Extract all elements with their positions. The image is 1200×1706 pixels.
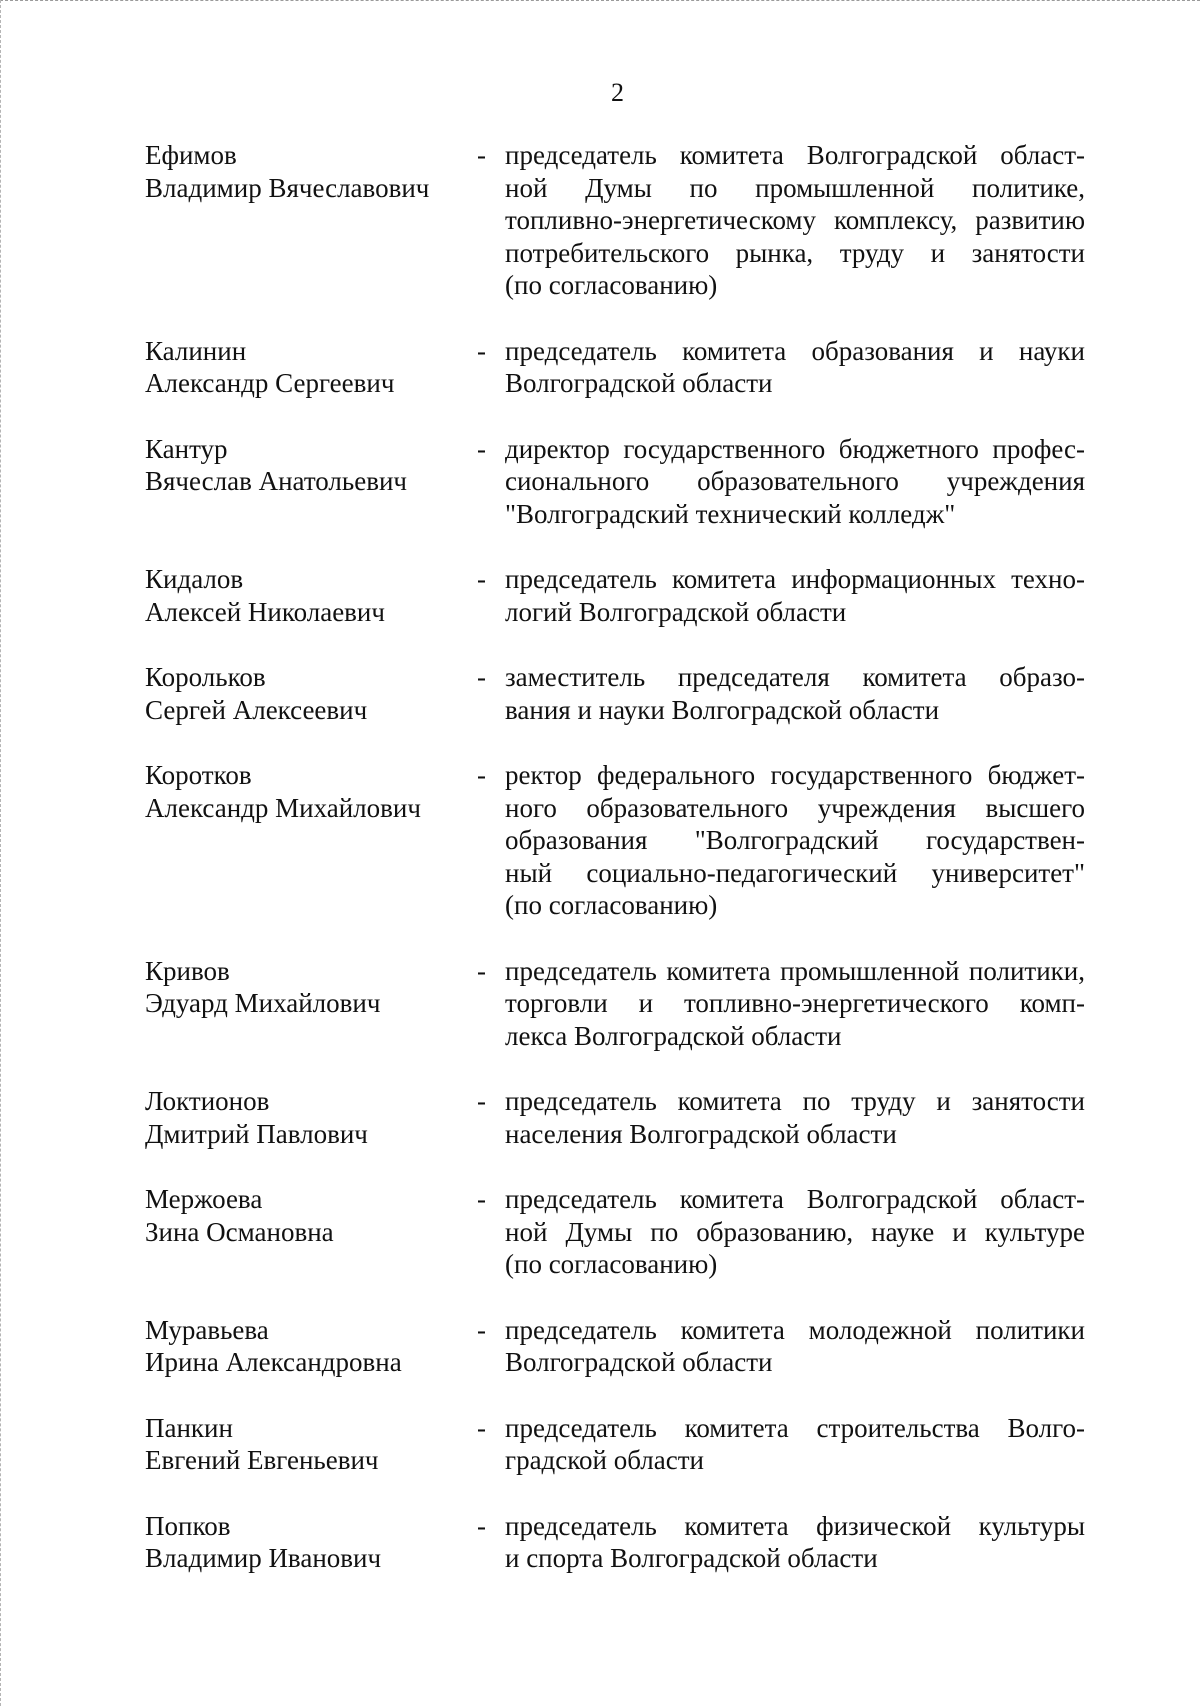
- position-line: Волгоградской области: [505, 1347, 773, 1377]
- position-line: ной Думы по промышленной политике,: [505, 172, 1085, 203]
- member-position: [505, 1085, 1085, 1150]
- member-surname: Мержоева: [145, 1184, 263, 1214]
- member-given-names: Эдуард Михайлович: [145, 988, 381, 1018]
- member-surname: Муравьева: [145, 1314, 269, 1345]
- member-list: [145, 139, 1085, 1575]
- separator-dash: -: [477, 1184, 486, 1214]
- member-given-names: Александр Сергеевич: [145, 368, 395, 398]
- separator-dash: -: [477, 1086, 486, 1116]
- member-name: [145, 1510, 475, 1575]
- separator-dash: -: [477, 760, 486, 790]
- separator-dash: -: [477, 662, 486, 692]
- page-number: 2: [611, 78, 624, 107]
- position-line: логий Волгоградской области: [505, 596, 847, 627]
- position-line: торговли и топливно-энергетического комп-: [505, 988, 1085, 1018]
- member-given-names: Александр Михайлович: [145, 792, 421, 823]
- member-entry: [145, 335, 1085, 400]
- position-line: топливно-энергетическому комплексу, развитию: [505, 205, 1085, 235]
- member-given-names: Зина Османовна: [145, 1216, 334, 1247]
- member-surname: Попков: [145, 1510, 231, 1541]
- member-name: [145, 1314, 475, 1379]
- member-given-names: Владимир Вячеславович: [145, 172, 430, 203]
- member-given-names: Владимир Иванович: [145, 1543, 382, 1573]
- member-given-names: Алексей Николаевич: [145, 596, 385, 627]
- member-entry: [145, 563, 1085, 628]
- member-surname: Коротков: [145, 760, 252, 790]
- member-entry: [145, 1085, 1085, 1150]
- separator-dash: -: [477, 1510, 486, 1541]
- member-entry: [145, 1183, 1085, 1281]
- position-line: ректор федерального государственного бюджет-: [505, 760, 1085, 790]
- member-given-names: Вячеслав Анатольевич: [145, 466, 407, 496]
- member-position: [505, 1510, 1085, 1575]
- member-position: [505, 433, 1085, 531]
- separator-dash: -: [477, 564, 486, 594]
- member-position: [505, 139, 1085, 302]
- position-line: председатель комитета строительства Волго-: [505, 1412, 1085, 1443]
- position-line: образования "Волгоградский государствен-: [505, 825, 1085, 855]
- member-position: [505, 759, 1085, 922]
- position-line: сионального образовательного учреждения: [505, 466, 1085, 496]
- position-line: вания и науки Волгоградской области: [505, 694, 940, 725]
- position-line: председатель комитета по труду и занятости: [505, 1086, 1085, 1116]
- position-line: потребительского рынка, труду и занятости: [505, 237, 1085, 268]
- member-surname: Панкин: [145, 1412, 233, 1443]
- separator-dash: -: [477, 140, 486, 170]
- member-position: [505, 335, 1085, 400]
- member-given-names: Дмитрий Павлович: [145, 1118, 368, 1149]
- member-given-names: Ирина Александровна: [145, 1347, 402, 1377]
- member-entry: [145, 1412, 1085, 1477]
- position-line: председатель комитета Волгоградской област-: [505, 1184, 1085, 1214]
- position-line: Волгоградской области: [505, 368, 773, 398]
- position-line: заместитель председателя комитета образо-: [505, 662, 1085, 692]
- member-name: [145, 335, 475, 400]
- position-line: председатель комитета молодежной политики: [505, 1314, 1085, 1345]
- position-line: и спорта Волгоградской области: [505, 1543, 878, 1573]
- position-line: председатель комитета промышленной политики,: [505, 955, 1085, 986]
- member-name: [145, 1085, 475, 1150]
- member-surname: Локтионов: [145, 1086, 270, 1116]
- member-entry: [145, 759, 1085, 922]
- position-line: (по согласованию): [505, 1249, 718, 1279]
- position-line: "Волгоградский технический колледж": [505, 498, 956, 529]
- position-line: директор государственного бюджетного профес-: [505, 433, 1085, 464]
- member-name: [145, 759, 475, 824]
- member-given-names: Сергей Алексеевич: [145, 694, 368, 725]
- separator-dash: -: [477, 1412, 486, 1443]
- scan-edge-top: [0, 0, 1200, 3]
- member-surname: Кантур: [145, 433, 228, 464]
- position-line: (по согласованию): [505, 270, 718, 300]
- member-position: [505, 563, 1085, 628]
- member-name: [145, 1412, 475, 1477]
- member-position: [505, 1412, 1085, 1477]
- position-line: председатель комитета образования и науки: [505, 335, 1085, 366]
- member-name: [145, 955, 475, 1020]
- member-entry: [145, 433, 1085, 531]
- member-entry: [145, 139, 1085, 302]
- member-given-names: Евгений Евгеньевич: [145, 1445, 379, 1475]
- member-surname: Кидалов: [145, 564, 244, 594]
- position-line: председатель комитета физической культуры: [505, 1510, 1085, 1541]
- member-position: [505, 1314, 1085, 1379]
- position-line: ного образовательного учреждения высшего: [505, 792, 1085, 823]
- member-name: [145, 1183, 475, 1248]
- member-position: [505, 661, 1085, 726]
- member-entry: [145, 1510, 1085, 1575]
- member-name: [145, 661, 475, 726]
- member-name: [145, 433, 475, 498]
- scan-edge-left: [0, 0, 3, 1706]
- member-position: [505, 955, 1085, 1053]
- member-entry: [145, 661, 1085, 726]
- position-line: председатель комитета Волгоградской област-: [505, 140, 1085, 170]
- member-surname: Калинин: [145, 335, 247, 366]
- position-line: лекса Волгоградской области: [505, 1020, 842, 1051]
- member-name: [145, 563, 475, 628]
- separator-dash: -: [477, 433, 486, 464]
- member-surname: Корольков: [145, 662, 266, 692]
- position-line: градской области: [505, 1445, 704, 1475]
- member-position: [505, 1183, 1085, 1281]
- member-surname: Кривов: [145, 955, 230, 986]
- position-line: ной Думы по образованию, науке и культуре: [505, 1216, 1085, 1247]
- separator-dash: -: [477, 335, 486, 366]
- member-name: [145, 139, 475, 204]
- position-line: (по согласованию): [505, 890, 718, 920]
- position-line: ный социально-педагогический университет": [505, 857, 1085, 888]
- member-entry: [145, 1314, 1085, 1379]
- separator-dash: -: [477, 1314, 486, 1345]
- position-line: населения Волгоградской области: [505, 1118, 897, 1149]
- separator-dash: -: [477, 955, 486, 986]
- position-line: председатель комитета информационных техно-: [505, 564, 1085, 594]
- member-entry: [145, 955, 1085, 1053]
- member-surname: Ефимов: [145, 140, 237, 170]
